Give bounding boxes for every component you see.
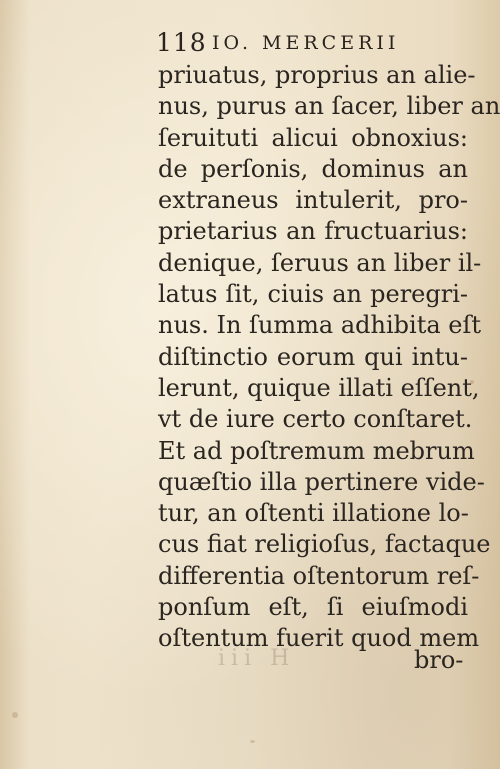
text-line: prietarius an fructuarius: — [158, 217, 468, 246]
catchword: bro- — [414, 646, 464, 674]
running-head: IO. MERCERII — [212, 32, 400, 54]
page-number: 118 — [156, 28, 207, 57]
text-line: priuatus, proprius an alie- — [158, 61, 476, 89]
text-line: tur, an oſtenti illatione lo- — [158, 499, 469, 528]
text-line: ſeruituti alicui obnoxius: — [158, 123, 468, 152]
text-line: differentia oſtentorum reſ- — [158, 561, 480, 590]
text-line: oſtentum fuerit quod mem — [158, 624, 480, 653]
text-line: nus. In ſumma adhibita eſt — [158, 311, 482, 340]
stain-spot — [250, 740, 255, 743]
page-header — [156, 28, 456, 62]
text-line: quæſtio illa pertinere vide- — [158, 467, 485, 496]
text-line: cus fiat religioſus, factaque — [158, 530, 491, 559]
text-line: extraneus intulerit, pro- — [158, 186, 468, 215]
text-line: ponſum eſt, ſi eiuſmodi — [158, 593, 468, 622]
text-line: diſtinctio eorum qui intu- — [158, 342, 468, 371]
bleed-through-text: iii H — [218, 646, 296, 671]
text-line: vt de iure certo conſtaret. — [158, 405, 473, 434]
text-line: latus ſit, ciuis an peregri- — [158, 280, 468, 309]
text-line: de perſonis, dominus an — [158, 154, 468, 183]
body-text — [158, 60, 500, 655]
text-line: Et ad poſtremum mebrum — [158, 436, 475, 465]
text-line: denique, ſeruus an liber il- — [158, 248, 482, 277]
stain-spot — [12, 712, 18, 718]
text-line: lerunt, quique illati eſſent, — [158, 373, 480, 402]
text-line: nus, purus an ſacer, liber an — [158, 92, 500, 121]
